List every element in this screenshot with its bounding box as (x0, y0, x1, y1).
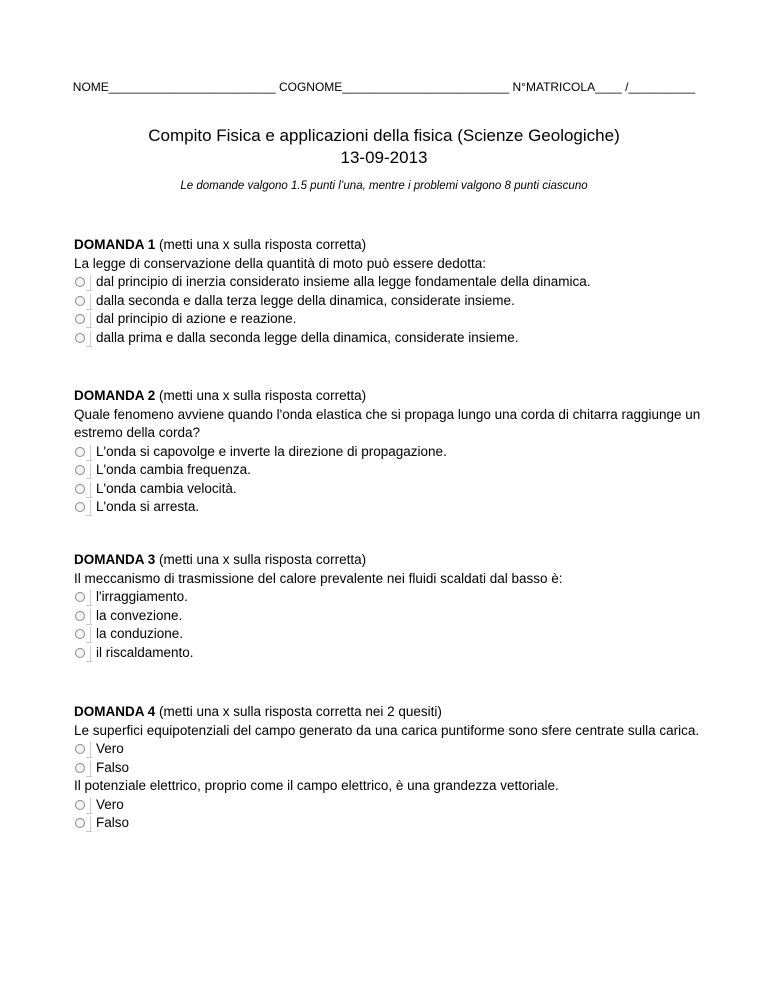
question-instruction: (metti una x sulla risposta corretta) (155, 388, 367, 403)
radio-button-icon[interactable] (74, 500, 91, 514)
answer-option-label: dal principio di azione e reazione. (96, 311, 297, 326)
question-label: DOMANDA 2 (74, 388, 156, 403)
answer-option[interactable] (74, 607, 714, 626)
question-statement-2: Il potenziale elettrico, proprio come il campo elettrico, è una grandezza vettoriale. (74, 778, 559, 793)
radio-button-icon[interactable] (74, 312, 91, 326)
radio-button-icon[interactable] (74, 482, 91, 496)
question-3 (74, 551, 714, 662)
radio-button-icon[interactable] (74, 331, 91, 345)
exam-title (0, 125, 768, 169)
exam-title-course: Compito Fisica e applicazioni della fisica (Scienze Geologiche) (148, 126, 620, 145)
question-label: DOMANDA 1 (74, 237, 156, 252)
scoring-note: Le domande valgono 1.5 punti l’una, mentre i problemi valgono 8 punti ciascuno (180, 180, 588, 192)
radio-button-icon[interactable] (74, 646, 91, 660)
answer-option-label: L'onda si arresta. (96, 499, 200, 514)
answer-option-label: L'onda si capovolge e inverte la direzione di propagazione. (96, 443, 447, 459)
answer-option-label: l'irraggiamento. (96, 589, 188, 604)
radio-button-icon[interactable] (74, 463, 91, 477)
radio-button-icon[interactable] (74, 742, 91, 756)
answer-option-false[interactable] (74, 814, 714, 833)
answer-option[interactable] (74, 498, 714, 517)
answer-option[interactable] (74, 273, 714, 292)
answer-option-label: la convezione. (96, 607, 183, 623)
answer-option[interactable] (74, 625, 714, 644)
answer-option[interactable] (74, 644, 714, 663)
answer-option[interactable] (74, 329, 714, 348)
question-heading (74, 703, 714, 722)
answer-option-label: Vero (96, 796, 124, 812)
question-text: Quale fenomeno avviene quando l'onda elastica che si propaga lungo una corda di chitarra raggiunge un estremo della corda? (74, 406, 701, 440)
question-label: DOMANDA 3 (74, 552, 156, 567)
student-info-fields: NOME_________________________ COGNOME_________________________ N°MATRICOLA____ /__________ (72, 80, 696, 94)
answer-option[interactable] (74, 310, 714, 329)
question-2 (74, 387, 714, 517)
answer-option[interactable] (74, 480, 714, 499)
answer-option[interactable] (74, 292, 714, 311)
answer-option-label: dalla seconda e dalla terza legge della dinamica, considerate insieme. (96, 292, 515, 308)
answer-option[interactable] (74, 588, 714, 607)
answer-option-true[interactable] (74, 796, 714, 815)
answer-option-label: L'onda cambia frequenza. (96, 462, 251, 477)
question-heading (74, 387, 714, 406)
radio-button-icon[interactable] (74, 294, 91, 308)
radio-button-icon[interactable] (74, 627, 91, 641)
question-statement-1: Le superfici equipotenziali del campo generato da una carica puntiforme sono sfere centrate sulla carica. (74, 722, 700, 738)
answer-option-label: Falso (96, 759, 130, 775)
question-instruction: (metti una x sulla risposta corretta nei 2 quesiti) (155, 704, 442, 719)
radio-button-icon[interactable] (74, 275, 91, 289)
radio-button-icon[interactable] (74, 445, 91, 459)
answer-option-label: L'onda cambia velocità. (96, 480, 237, 496)
radio-button-icon[interactable] (74, 761, 91, 775)
question-text: La legge di conservazione della quantità di moto può essere dedotta: (74, 255, 487, 271)
answer-option-label: Vero (96, 741, 124, 756)
question-heading (74, 551, 714, 570)
answer-option-label: la conduzione. (96, 626, 184, 641)
exam-date: 13-09-2013 (340, 148, 428, 167)
answer-option[interactable] (74, 461, 714, 480)
radio-button-icon[interactable] (74, 798, 91, 812)
question-instruction: (metti una x sulla risposta corretta) (155, 237, 367, 252)
radio-button-icon[interactable] (74, 816, 91, 830)
question-heading (74, 236, 714, 255)
question-instruction: (metti una x sulla risposta corretta) (155, 552, 367, 567)
question-text: Il meccanismo di trasmissione del calore prevalente nei fluidi scaldati dal basso è: (74, 570, 563, 586)
answer-option-true[interactable] (74, 740, 714, 759)
radio-button-icon[interactable] (74, 590, 91, 604)
answer-option-label: Falso (96, 815, 130, 830)
answer-option-false[interactable] (74, 759, 714, 778)
answer-option-label: dalla prima e dalla seconda legge della dinamica, considerate insieme. (96, 329, 519, 345)
answer-option-label: il riscaldamento. (96, 644, 194, 660)
question-label: DOMANDA 4 (74, 704, 156, 719)
answer-option[interactable] (74, 443, 714, 462)
question-4 (74, 703, 714, 833)
answer-option-label: dal principio di inerzia considerato insieme alla legge fondamentale della dinamica. (96, 274, 591, 289)
question-1 (74, 236, 714, 347)
radio-button-icon[interactable] (74, 609, 91, 623)
